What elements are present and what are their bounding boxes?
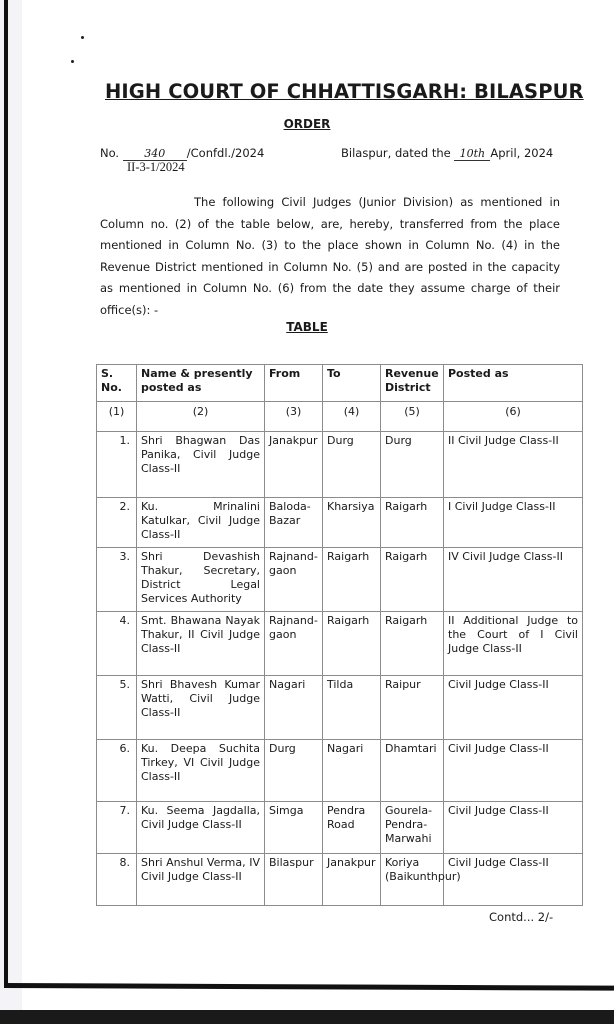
cell-sno: 1. (97, 432, 137, 498)
cell-posted-as: Civil Judge Class-II (444, 854, 583, 906)
column-number: (6) (444, 402, 583, 432)
cell-to: Janakpur (323, 854, 381, 906)
header-sno: S. No. (97, 365, 137, 402)
cell-posted-as: Civil Judge Class-II (444, 802, 583, 854)
order-number (100, 146, 264, 161)
continued-note: Contd... 2/- (489, 910, 554, 924)
header-from: From (265, 365, 323, 402)
cell-sno: 7. (97, 802, 137, 854)
column-number: (2) (137, 402, 265, 432)
cell-to: Raigarh (323, 612, 381, 676)
cell-name: Shri Anshul Verma, IV Civil Judge Class-II (137, 854, 265, 906)
cell-from: Baloda-Bazar (265, 498, 323, 548)
table-row (97, 432, 583, 498)
cell-posted-as: Civil Judge Class-II (444, 676, 583, 740)
cell-from: Rajnand-gaon (265, 548, 323, 612)
cell-from: Janakpur (265, 432, 323, 498)
order-number-prefix: No. (100, 146, 120, 160)
order-number-suffix: /Confdl./2024 (186, 146, 265, 160)
month-year: April, 2024 (490, 146, 554, 160)
cell-posted-as: II Civil Judge Class-II (444, 432, 583, 498)
cell-name: Ku. Seema Jagdalla, Civil Judge Class-II (137, 802, 265, 854)
table-header-row (97, 365, 583, 402)
cell-name: Ku. Deepa Suchita Tirkey, VI Civil Judge Class-II (137, 740, 265, 802)
table-row (97, 740, 583, 802)
order-label: ORDER (283, 117, 331, 131)
cell-posted-as: IV Civil Judge Class-II (444, 548, 583, 612)
cell-name: Ku. Mrinalini Katulkar, Civil Judge Class-II (137, 498, 265, 548)
cell-posted-as: Civil Judge Class-II (444, 740, 583, 802)
cell-district: Durg (381, 432, 444, 498)
cell-district: Raipur (381, 676, 444, 740)
file-number: II-3-1/2024 (127, 160, 185, 174)
cell-sno: 8. (97, 854, 137, 906)
table-row (97, 612, 583, 676)
cell-district: Dhamtari (381, 740, 444, 802)
cell-district: Raigarh (381, 498, 444, 548)
order-paragraph-text: The following Civil Judges (Junior Division) as mentioned in Column no. (2) of the table below, are, hereby, transferred from the place mentioned in Column No. (3) to the place shown in Column No. (4) in the Revenue District mentioned in Column No. (5) and are posted in the capacity as mentioned in Column No. (6) from the date they assume charge of their office(s): - (100, 195, 560, 317)
cell-posted-as: II Additional Judge to the Court of I Civil Judge Class-II (444, 612, 583, 676)
cell-sno: 6. (97, 740, 137, 802)
cell-to: Kharsiya (323, 498, 381, 548)
header-to: To (323, 365, 381, 402)
cell-name: Shri Bhavesh Kumar Watti, Civil Judge Class-II (137, 676, 265, 740)
table-row (97, 498, 583, 548)
cell-from: Nagari (265, 676, 323, 740)
cell-posted-as: I Civil Judge Class-II (444, 498, 583, 548)
header-district: Revenue District (381, 365, 444, 402)
page-edge-left (4, 0, 8, 985)
order-paragraph (100, 192, 560, 322)
cell-from: Bilaspur (265, 854, 323, 906)
cell-sno: 2. (97, 498, 137, 548)
column-number: (5) (381, 402, 444, 432)
order-number-handwritten: 340 (123, 147, 187, 161)
cell-district: Raigarh (381, 548, 444, 612)
table-row (97, 802, 583, 854)
header-posted-as: Posted as (444, 365, 583, 402)
order-date (341, 146, 553, 161)
scan-speck (71, 60, 74, 63)
cell-name: Shri Bhagwan Das Panika, Civil Judge Class-II (137, 432, 265, 498)
background-strip (0, 1010, 614, 1024)
transfer-table (96, 364, 583, 906)
cell-to: Durg (323, 432, 381, 498)
table-row (97, 854, 583, 906)
cell-to: Nagari (323, 740, 381, 802)
table-row (97, 548, 583, 612)
cell-from: Durg (265, 740, 323, 802)
column-number: (3) (265, 402, 323, 432)
cell-from: Simga (265, 802, 323, 854)
cell-district: Koriya (Baikunthpur) (381, 854, 444, 906)
header-name: Name & presently posted as (137, 365, 265, 402)
scan-speck (81, 36, 84, 39)
day-handwritten: 10th (454, 147, 490, 161)
dated-label: Bilaspur, dated the (341, 146, 451, 160)
cell-district: Raigarh (381, 612, 444, 676)
table-row (97, 676, 583, 740)
cell-name: Smt. Bhawana Nayak Thakur, II Civil Judge Class-II (137, 612, 265, 676)
cell-district: Gourela-Pendra-Marwahi (381, 802, 444, 854)
table-title: TABLE (286, 320, 328, 334)
column-number-row (97, 402, 583, 432)
cell-to: Pendra Road (323, 802, 381, 854)
cell-to: Tilda (323, 676, 381, 740)
document-heading: HIGH COURT OF CHHATTISGARH: BILASPUR (105, 80, 584, 103)
cell-sno: 3. (97, 548, 137, 612)
cell-to: Raigarh (323, 548, 381, 612)
cell-sno: 4. (97, 612, 137, 676)
column-number: (1) (97, 402, 137, 432)
cell-sno: 5. (97, 676, 137, 740)
column-number: (4) (323, 402, 381, 432)
cell-name: Shri Devashish Thakur, Secretary, District Legal Services Authority (137, 548, 265, 612)
cell-from: Rajnand-gaon (265, 612, 323, 676)
